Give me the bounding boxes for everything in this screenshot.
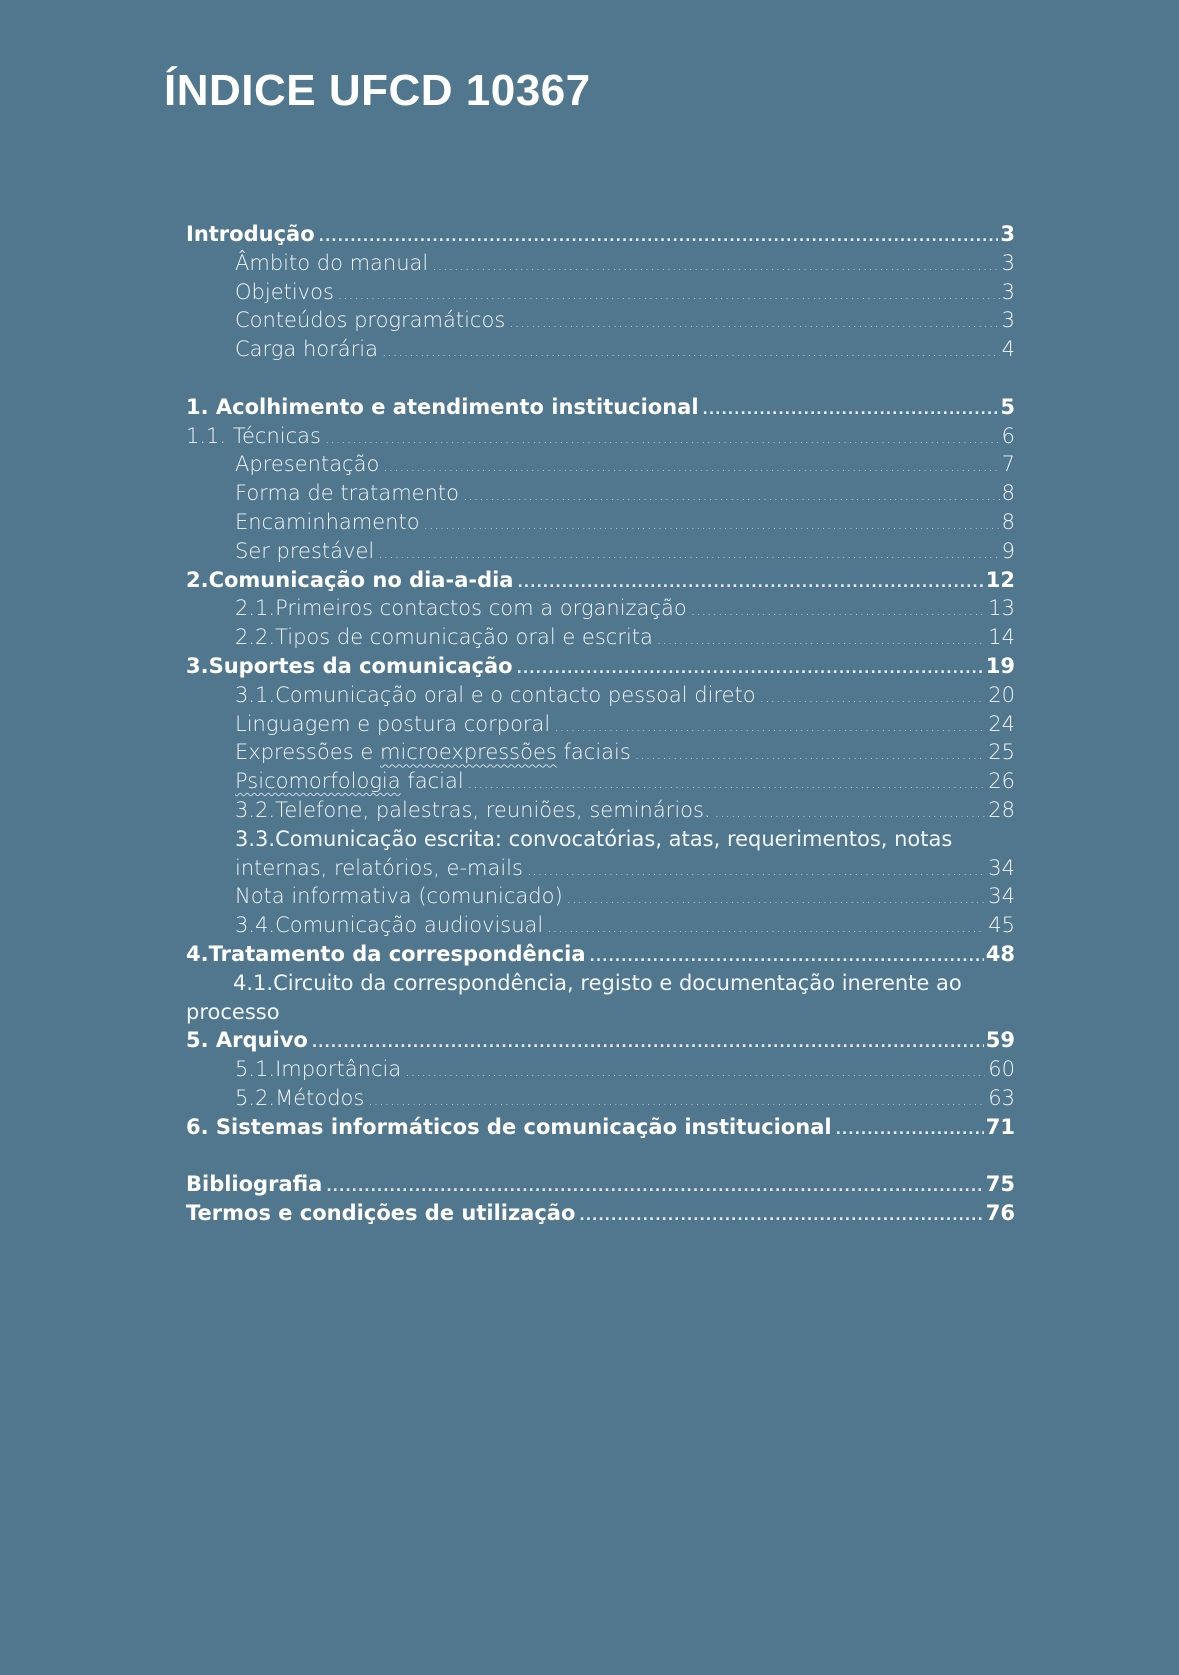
toc-entry-conteudos[interactable] [186,306,1015,335]
toc-entry-page: 45 [988,913,1015,938]
toc-entry-page: 20 [988,682,1015,707]
toc-entry-page: 60 [988,1057,1015,1082]
dot-leader [378,540,999,569]
toc-entry-linguagem[interactable] [186,710,1015,739]
toc-entry-page: 71 [985,1114,1015,1139]
dot-leader [517,569,983,598]
toc-entry-section-4-1-line1[interactable]: 4.1.Circuito da correspondência, registo e documentação inerente ao [233,970,962,995]
toc-entry-apresentacao[interactable] [186,450,1015,479]
toc-entry-label: Nota informativa (comunicado) [235,884,563,909]
toc-entry-label: 2.Comunicação no dia-a-dia [186,567,514,592]
spellcheck-word: microexpressões [379,740,557,765]
toc-entry-label: Linguagem e postura corporal [235,711,551,736]
dot-leader [517,655,984,684]
toc-entry-section-3-1[interactable] [186,681,1015,710]
toc-entry-label: 6. Sistemas informáticos de comunicação institucional [186,1114,832,1139]
toc-entry-label: 5.2.Métodos [235,1085,365,1110]
toc-entry-label [235,767,468,796]
toc-entry-page: 3 [1001,279,1015,304]
dot-leader [383,453,999,482]
toc-entry-carga-horaria[interactable] [186,335,1015,364]
dot-leader [567,885,985,914]
dot-leader [368,1087,985,1116]
dot-leader [691,597,985,626]
dot-leader [509,309,999,338]
dot-leader [554,713,985,742]
toc-entry-label: 3.Suportes da comunicação [186,653,513,678]
table-of-contents [186,220,1015,1228]
dot-leader [424,511,1000,540]
toc-entry-page: 28 [988,797,1015,822]
dot-leader [590,943,984,972]
dot-leader [382,338,1000,367]
toc-entry-forma-de-tratamento[interactable] [186,479,1015,508]
toc-entry-label: Carga horária [235,337,378,362]
toc-entry-page: 76 [985,1201,1015,1226]
dot-leader [657,626,985,655]
toc-entry-label: Termos e condições de utilização [186,1201,576,1226]
dot-leader [703,396,999,425]
toc-entry-ser-prestavel[interactable] [186,537,1015,566]
toc-entry-label: 2.2.Tipos de comunicação oral e escrita [235,625,653,650]
page-title: ÍNDICE UFCD 10367 [164,66,591,115]
toc-entry-label: 2.1.Primeiros contactos com a organização [235,596,687,621]
toc-entry-page: 63 [988,1085,1015,1110]
toc-entry-page: 59 [985,1028,1015,1053]
toc-entry-label: 3.1.Comunicação oral e o contacto pessoal direto [235,682,756,707]
toc-entry-page: 9 [1001,538,1015,563]
toc-entry-section-2-2[interactable] [186,623,1015,652]
toc-entry-label: 4.Tratamento da correspondência [186,941,586,966]
toc-entry-expressoes[interactable] [186,738,1015,767]
label-part: facial [400,769,464,794]
toc-entry-page: 75 [985,1172,1015,1197]
toc-entry-label: Forma de tratamento [235,481,459,506]
dot-leader [326,1173,983,1202]
toc-entry-page: 13 [988,596,1015,621]
toc-entry-section-1[interactable] [186,393,1015,422]
label-part: Expressões e [235,740,380,765]
toc-entry-label: 1.1. Técnicas [186,423,321,448]
toc-entry-page: 4 [1001,337,1015,362]
toc-entry-page: 6 [1001,423,1015,448]
toc-entry-label [235,738,635,767]
toc-entry-ambito[interactable] [186,249,1015,278]
toc-entry-section-3-3-line1[interactable]: 3.3.Comunicação escrita: convocatórias, atas, requerimentos, notas [235,826,953,851]
toc-entry-label: Apresentação [235,452,380,477]
dot-leader [547,914,985,943]
toc-entry-label: Introdução [186,222,315,246]
toc-entry-bibliografia[interactable] [186,1170,1015,1199]
toc-entry-page: 7 [1001,452,1015,477]
toc-entry-label: Objetivos [235,279,334,304]
label-part: faciais [556,740,631,765]
spacer [186,364,1015,393]
dot-leader [635,741,985,770]
toc-entry-nota-informativa[interactable] [186,882,1015,911]
toc-entry-page: 8 [1001,481,1015,506]
toc-entry-label: 3.4.Comunicação audiovisual [235,913,544,938]
toc-entry-page: 34 [988,855,1015,880]
toc-entry-objetivos[interactable] [186,278,1015,307]
toc-entry-section-3[interactable] [186,652,1015,681]
toc-entry-section-3-4[interactable] [186,911,1015,940]
toc-entry-page: 5 [1000,394,1015,419]
toc-entry-section-1-1[interactable] [186,422,1015,451]
dot-leader [468,770,985,799]
toc-entry-label: Âmbito do manual [235,250,429,275]
toc-entry-section-6[interactable] [186,1113,1015,1142]
toc-entry-introducao[interactable] [186,220,1015,249]
toc-entry-label: Bibliografia [186,1172,323,1197]
toc-entry-page: 26 [988,769,1015,794]
toc-entry-encaminhamento[interactable] [186,508,1015,537]
toc-entry-section-2[interactable] [186,566,1015,595]
dot-leader [760,684,985,713]
spacer [186,1142,1015,1171]
toc-entry-section-2-1[interactable] [186,594,1015,623]
toc-entry-section-4[interactable] [186,940,1015,969]
toc-entry-page: 19 [985,653,1015,678]
dot-leader [405,1058,985,1087]
toc-entry-page: 25 [988,740,1015,765]
dot-leader [579,1202,983,1231]
toc-entry-label: 3.2.Telefone, palestras, reuniões, seminários. [235,797,711,822]
toc-entry-label: 5.1.Importância [235,1057,402,1082]
dot-leader [715,799,985,828]
toc-entry-page: 48 [985,941,1015,966]
toc-entry-label: Conteúdos programáticos [235,308,506,333]
toc-entry-section-4-1-line2[interactable]: processo [186,999,280,1024]
toc-entry-section-5-1[interactable] [186,1055,1015,1084]
toc-entry-page: 3 [1000,222,1015,246]
dot-leader [312,1029,984,1058]
toc-entry-label: 1. Acolhimento e atendimento institucional [186,394,699,419]
toc-entry-section-3-2[interactable] [186,796,1015,825]
toc-entry-label: Encaminhamento [235,509,420,534]
toc-entry-page: 3 [1001,250,1015,275]
toc-entry-label: 5. Arquivo [186,1028,308,1053]
dot-leader [836,1116,984,1145]
toc-entry-page: 12 [985,567,1015,592]
dot-leader [338,281,1000,310]
spellcheck-word: Psicomorfologia [235,769,401,794]
dot-leader [527,857,985,886]
dot-leader [319,223,999,252]
toc-entry-page: 24 [988,711,1015,736]
toc-entry-section-5-2[interactable] [186,1084,1015,1113]
dot-leader [432,252,999,281]
dot-leader [325,425,1000,454]
toc-entry-label: Ser prestável [235,538,375,563]
toc-entry-section-5[interactable] [186,1026,1015,1055]
toc-entry-section-3-3[interactable] [186,854,1015,883]
toc-entry-label: internas, relatórios, e-mails [235,855,523,880]
toc-entry-termos[interactable] [186,1199,1015,1228]
toc-entry-psicomorfologia[interactable] [186,767,1015,796]
dot-leader [463,482,1000,511]
toc-entry-page: 3 [1001,308,1015,333]
toc-entry-page: 8 [1001,509,1015,534]
toc-entry-page: 34 [988,884,1015,909]
toc-entry-page: 14 [988,625,1015,650]
